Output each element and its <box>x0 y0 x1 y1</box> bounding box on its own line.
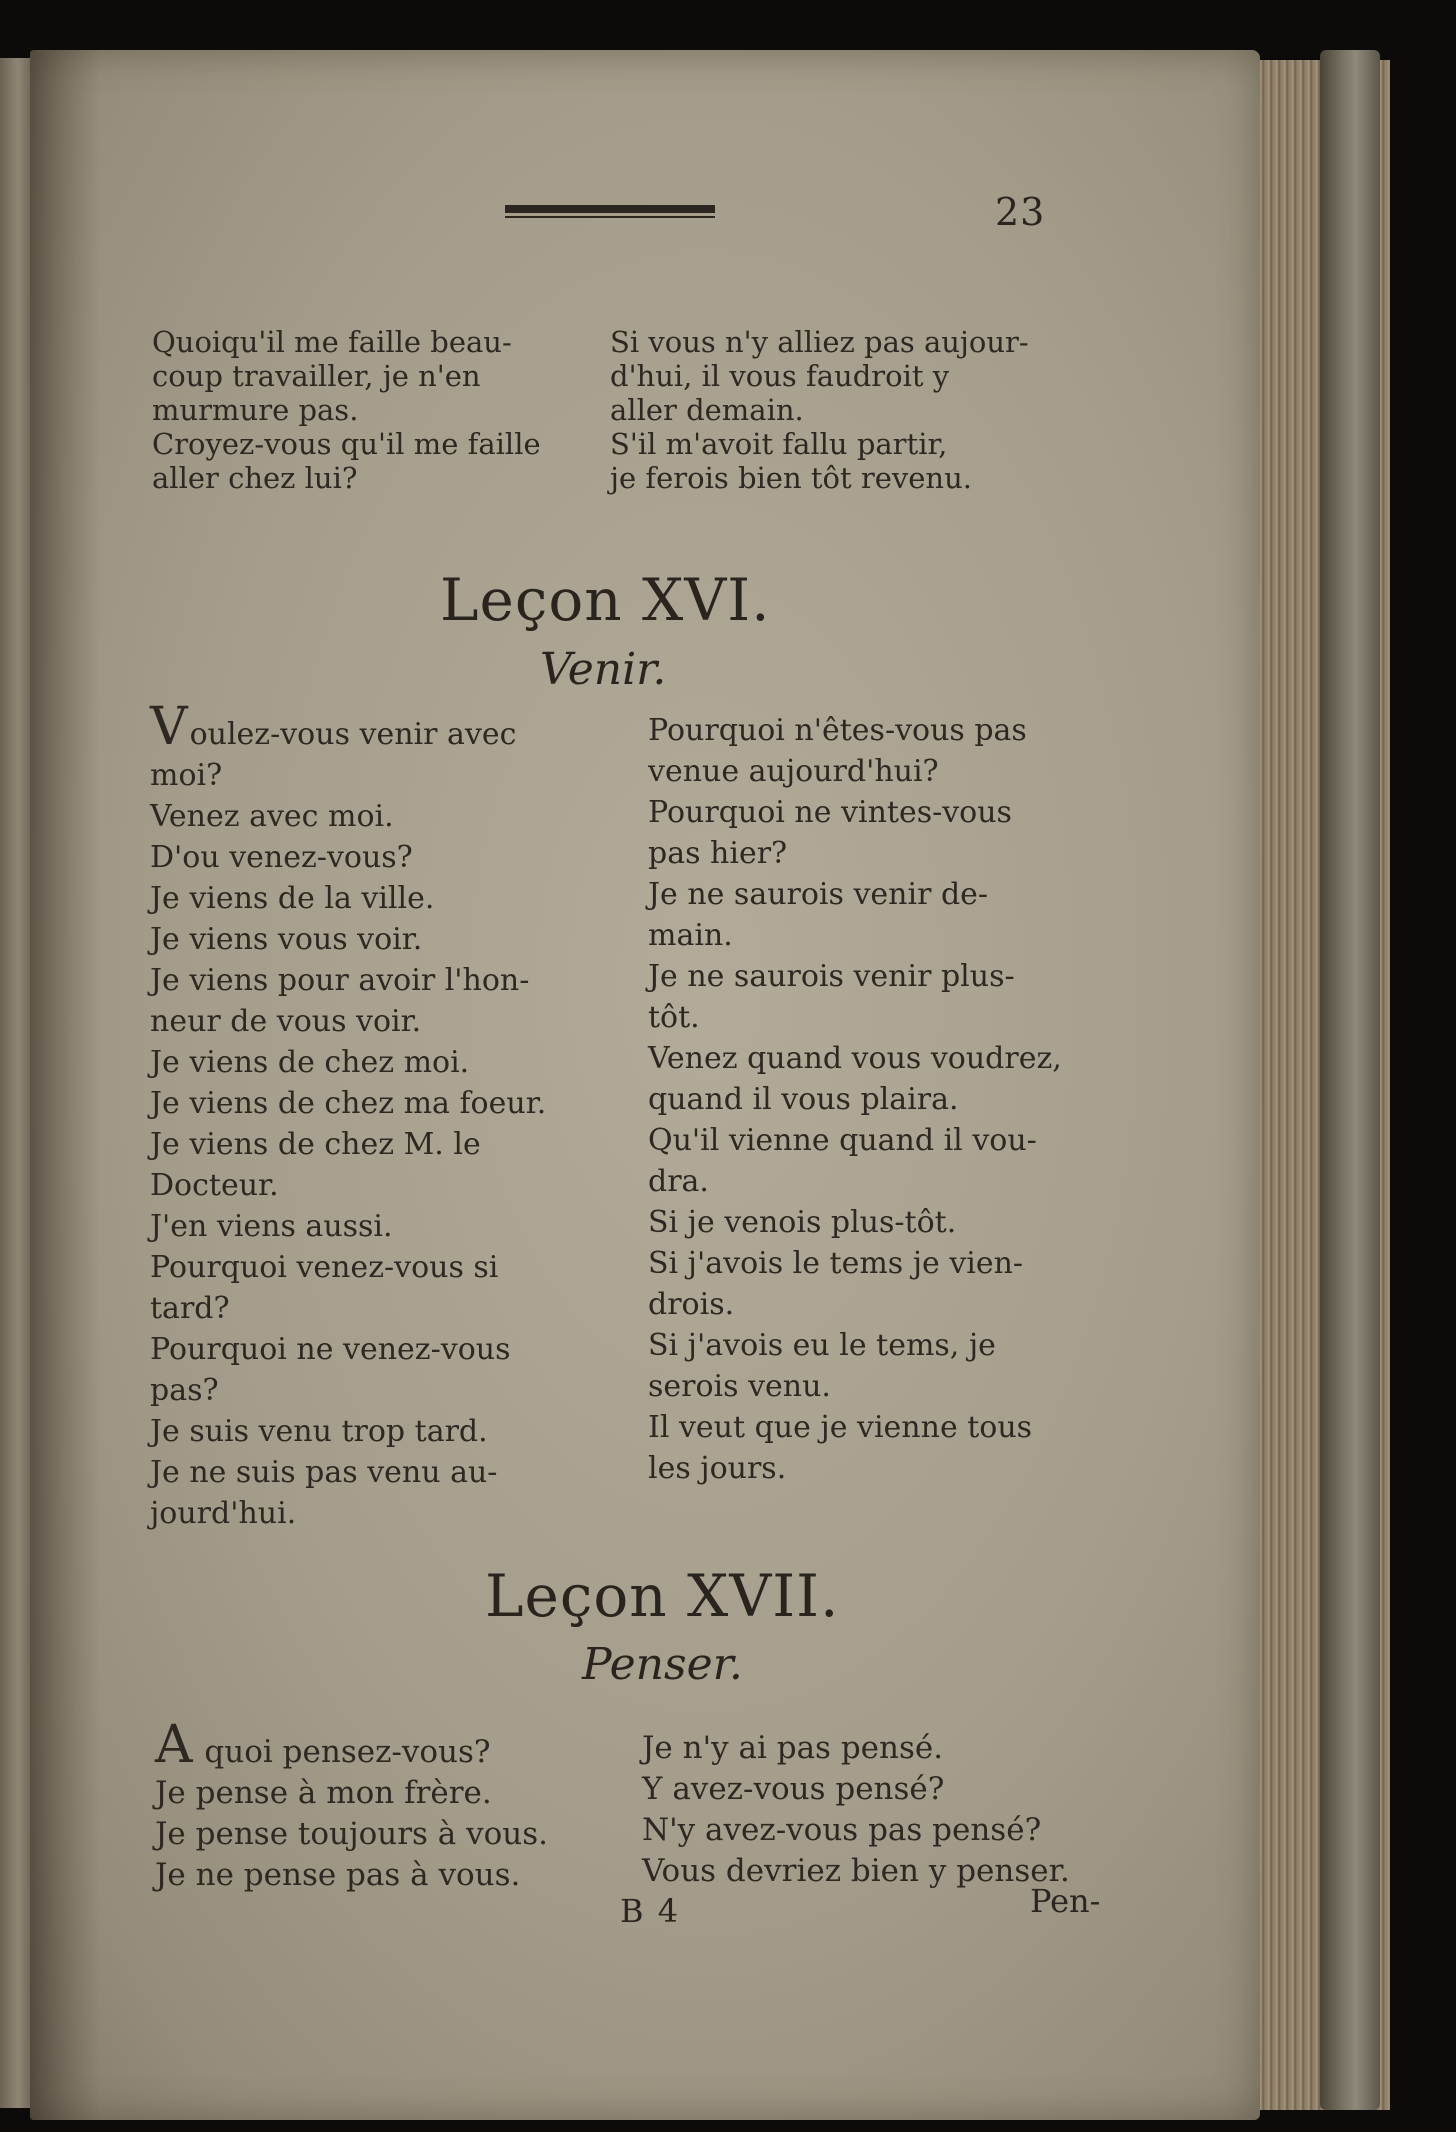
text-line: les jours. <box>648 1451 787 1486</box>
text-entry <box>150 1247 620 1329</box>
lesson-16-verb: Venir. <box>540 644 667 695</box>
page-gutter-shadow <box>30 50 100 2120</box>
text-entry <box>152 325 592 427</box>
text-line: Si j'avois eu le tems, je <box>648 1328 996 1363</box>
text-line: drois. <box>648 1287 735 1322</box>
text-line: pas? <box>150 1373 219 1408</box>
text-entry <box>150 960 620 1042</box>
text-line: Il veut que je vienne tous <box>648 1410 1033 1445</box>
text-line: Pourquoi n'êtes-vous pas <box>648 713 1027 748</box>
text-entry <box>648 1120 1113 1202</box>
text-entry <box>150 1329 620 1411</box>
text-line: Je ne saurois venir de- <box>648 877 989 912</box>
text-line: Venez avec moi. <box>150 799 394 834</box>
text-entry <box>150 796 620 837</box>
text-entry <box>155 1855 635 1896</box>
text-line: Je viens de chez ma foeur. <box>150 1086 547 1121</box>
book-page <box>30 50 1260 2120</box>
text-entry <box>648 956 1113 1038</box>
text-line: Je viens de chez moi. <box>150 1045 470 1080</box>
text-line: main. <box>648 918 733 953</box>
text-entry <box>648 1038 1113 1120</box>
text-entry <box>610 325 1080 427</box>
text-entry <box>642 1769 1122 1810</box>
text-line: Y avez-vous pensé? <box>642 1771 945 1807</box>
text-line: Je pense à mon frère. <box>155 1775 492 1811</box>
text-line: moi? <box>150 758 223 793</box>
text-line: jourd'hui. <box>150 1496 297 1531</box>
text-line: Quoiqu'il me faille beau- <box>152 325 512 359</box>
text-entry <box>155 1715 635 1775</box>
text-line: Si je venois plus-tôt. <box>648 1205 957 1240</box>
text-entry <box>152 427 592 495</box>
text-line: serois venu. <box>648 1369 831 1404</box>
text-entry <box>642 1810 1122 1851</box>
drop-cap: A <box>155 1715 193 1775</box>
text-line: Docteur. <box>150 1168 279 1203</box>
text-entry <box>150 919 620 960</box>
text-entry <box>150 1042 620 1083</box>
text-entry <box>150 1411 620 1452</box>
text-entry <box>648 710 1113 792</box>
top-left-column <box>152 325 592 495</box>
text-line: pas hier? <box>648 836 788 871</box>
text-entry <box>648 1407 1113 1489</box>
text-line: Je ne pense pas à vous. <box>155 1857 521 1893</box>
text-line: oulez-vous venir avec <box>189 717 517 752</box>
text-entry <box>648 792 1113 874</box>
text-entry <box>155 1773 635 1814</box>
text-line: tard? <box>150 1291 230 1326</box>
lesson-17-right-column <box>642 1728 1122 1892</box>
header-rule <box>505 205 715 219</box>
text-line: Si vous n'y alliez pas aujour- <box>610 325 1029 359</box>
text-entry <box>150 1124 620 1206</box>
text-line: Je suis venu trop tard. <box>150 1414 488 1449</box>
lesson-16-left-column <box>150 697 620 1534</box>
text-line: Vous devriez bien y penser. <box>642 1853 1070 1889</box>
text-line: Je ne saurois venir plus- <box>648 959 1015 994</box>
text-line: venue aujourd'hui? <box>648 754 939 789</box>
text-entry <box>150 1083 620 1124</box>
catchword: Pen- <box>1030 1882 1101 1920</box>
text-line: Je n'y ai pas pensé. <box>642 1730 944 1766</box>
text-entry <box>642 1728 1122 1769</box>
text-line: J'en viens aussi. <box>150 1209 393 1244</box>
text-entry <box>648 1325 1113 1407</box>
book-cover-edge <box>1320 50 1380 2110</box>
text-line: murmure pas. <box>152 393 359 427</box>
lesson-17-verb: Penser. <box>582 1639 743 1690</box>
page-number: 23 <box>995 190 1046 234</box>
text-line: N'y avez-vous pas pensé? <box>642 1812 1042 1848</box>
text-line: Si j'avois le tems je vien- <box>648 1246 1024 1281</box>
text-line: Pourquoi ne vintes-vous <box>648 795 1012 830</box>
text-line: Croyez-vous qu'il me faille <box>152 427 541 461</box>
text-line: D'ou venez-vous? <box>150 840 413 875</box>
signature-mark: B 4 <box>620 1892 681 1930</box>
text-line <box>155 1715 635 1775</box>
lesson-17-left-column <box>155 1715 635 1896</box>
text-line: coup travailler, je n'en <box>152 359 481 393</box>
top-right-column <box>610 325 1080 495</box>
text-line: Je viens de la ville. <box>150 881 435 916</box>
text-line: Je viens pour avoir l'hon- <box>150 963 530 998</box>
text-line: aller demain. <box>610 393 804 427</box>
text-line: quand il vous plaira. <box>648 1082 959 1117</box>
text-line: Je viens de chez M. le <box>150 1127 481 1162</box>
text-entry <box>150 1206 620 1247</box>
text-entry <box>610 427 1080 495</box>
text-entry <box>150 1452 620 1534</box>
text-line: Je ne suis pas venu au- <box>150 1455 498 1490</box>
text-line: Je pense toujours à vous. <box>155 1816 549 1852</box>
text-entry <box>648 1243 1113 1325</box>
lesson-16-right-column <box>648 710 1113 1489</box>
text-entry <box>150 837 620 878</box>
text-line: quoi pensez-vous? <box>194 1734 491 1770</box>
text-line: aller chez lui? <box>152 461 358 495</box>
text-entry <box>150 697 620 796</box>
lesson-17-title: Leçon XVII. <box>485 1562 840 1630</box>
text-entry <box>150 878 620 919</box>
text-line: dra. <box>648 1164 709 1199</box>
text-line: tôt. <box>648 1000 700 1035</box>
drop-cap: V <box>150 697 188 757</box>
text-line: Je viens vous voir. <box>150 922 423 957</box>
text-line: Pourquoi venez-vous si <box>150 1250 499 1285</box>
text-line: Qu'il vienne quand il vou- <box>648 1123 1037 1158</box>
text-line: je ferois bien tôt revenu. <box>610 461 972 495</box>
text-line: d'hui, il vous faudroit y <box>610 359 950 393</box>
text-entry <box>648 1202 1113 1243</box>
text-line <box>150 697 620 757</box>
lesson-16-title: Leçon XVI. <box>440 566 771 634</box>
text-entry <box>648 874 1113 956</box>
text-entry <box>155 1814 635 1855</box>
text-line: neur de vous voir. <box>150 1004 422 1039</box>
text-line: Venez quand vous voudrez, <box>648 1041 1062 1076</box>
text-line: Pourquoi ne venez-vous <box>150 1332 511 1367</box>
text-line: S'il m'avoit fallu partir, <box>610 427 948 461</box>
